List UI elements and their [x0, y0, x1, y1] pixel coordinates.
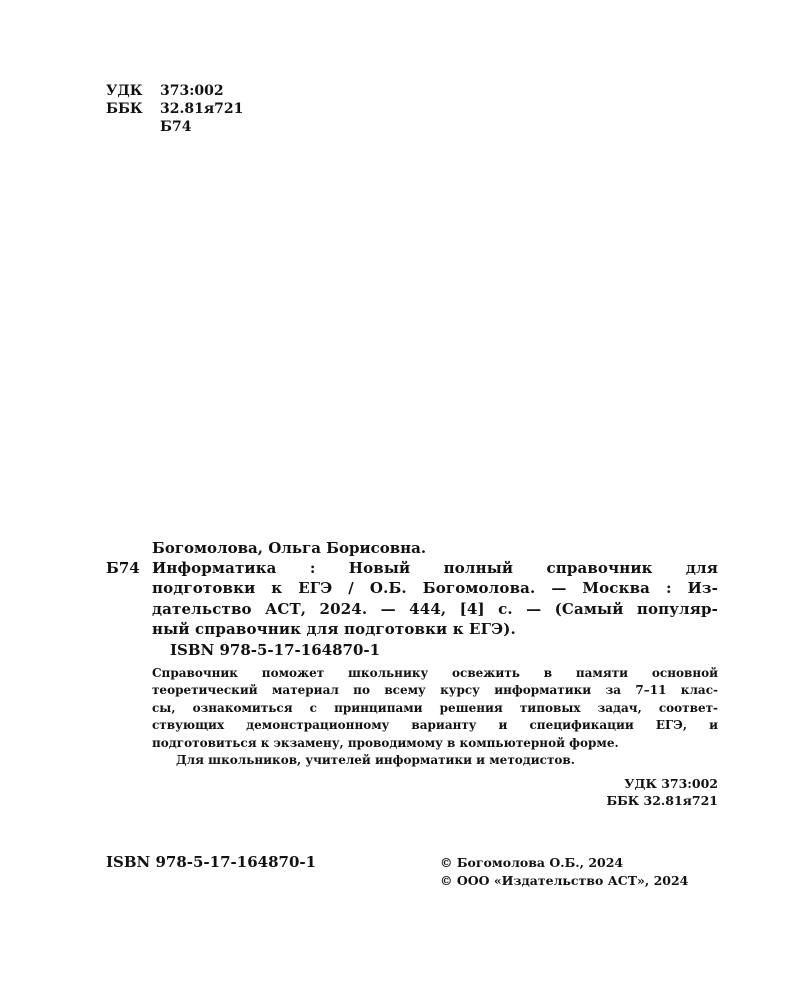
udk-row: [106, 82, 243, 100]
annotation-line: подготовиться к экзамену, проводимому в компьютерной форме.: [152, 735, 619, 750]
top-author-mark: Б74: [160, 119, 192, 135]
annotation-line: ствующих демонстрационному варианту и спецификации ЕГЭ, и: [152, 718, 718, 733]
copyright-author: © Богомолова О.Б., 2024: [440, 855, 624, 870]
annotation: [152, 665, 718, 769]
bib-line: подготовки к ЕГЭ / О.Б. Богомолова. — Москва : Из-: [152, 579, 718, 598]
udk-label: УДК: [106, 83, 143, 99]
bbk-value: 32.81я721: [160, 101, 244, 117]
catalog-udk: УДК 373:002: [624, 776, 718, 791]
catalog-bbk: ББК 32.81я721: [606, 793, 718, 808]
annotation-line: теоретический материал по всему курсу информатики за 7–11 клас-: [152, 683, 718, 698]
bib-line: дательство АСТ, 2024. — 444, [4] с. — (Самый популяр-: [152, 599, 718, 618]
catalog-author-mark: Б74: [106, 559, 140, 577]
copyright-block: [440, 854, 688, 890]
footer-isbn: ISBN 978-5-17-164870-1: [106, 853, 317, 871]
author-mark-row: [106, 118, 243, 136]
copyright-publisher: © ООО «Издательство АСТ», 2024: [440, 873, 689, 888]
catalog-isbn: ISBN 978-5-17-164870-1: [170, 641, 381, 659]
catalog-classification-codes: [606, 775, 718, 809]
annotation-line: Справочник поможет школьнику освежить в памяти основной: [152, 666, 718, 680]
bibliographic-description: [152, 558, 718, 639]
udk-value: 373:002: [160, 83, 224, 99]
bbk-row: [106, 100, 243, 118]
catalog-author: Богомолова, Ольга Борисовна.: [152, 539, 427, 557]
annotation-line: сы, ознакомиться с принципами решения типовых задач, соответ-: [152, 700, 718, 715]
top-classification-codes: [106, 82, 243, 136]
bib-line: Информатика : Новый полный справочник для: [152, 559, 718, 577]
bbk-label: ББК: [106, 101, 143, 117]
audience-line: Для школьников, учителей информатики и методистов.: [176, 753, 575, 768]
bib-line: ный справочник для подготовки к ЕГЭ).: [152, 619, 516, 638]
